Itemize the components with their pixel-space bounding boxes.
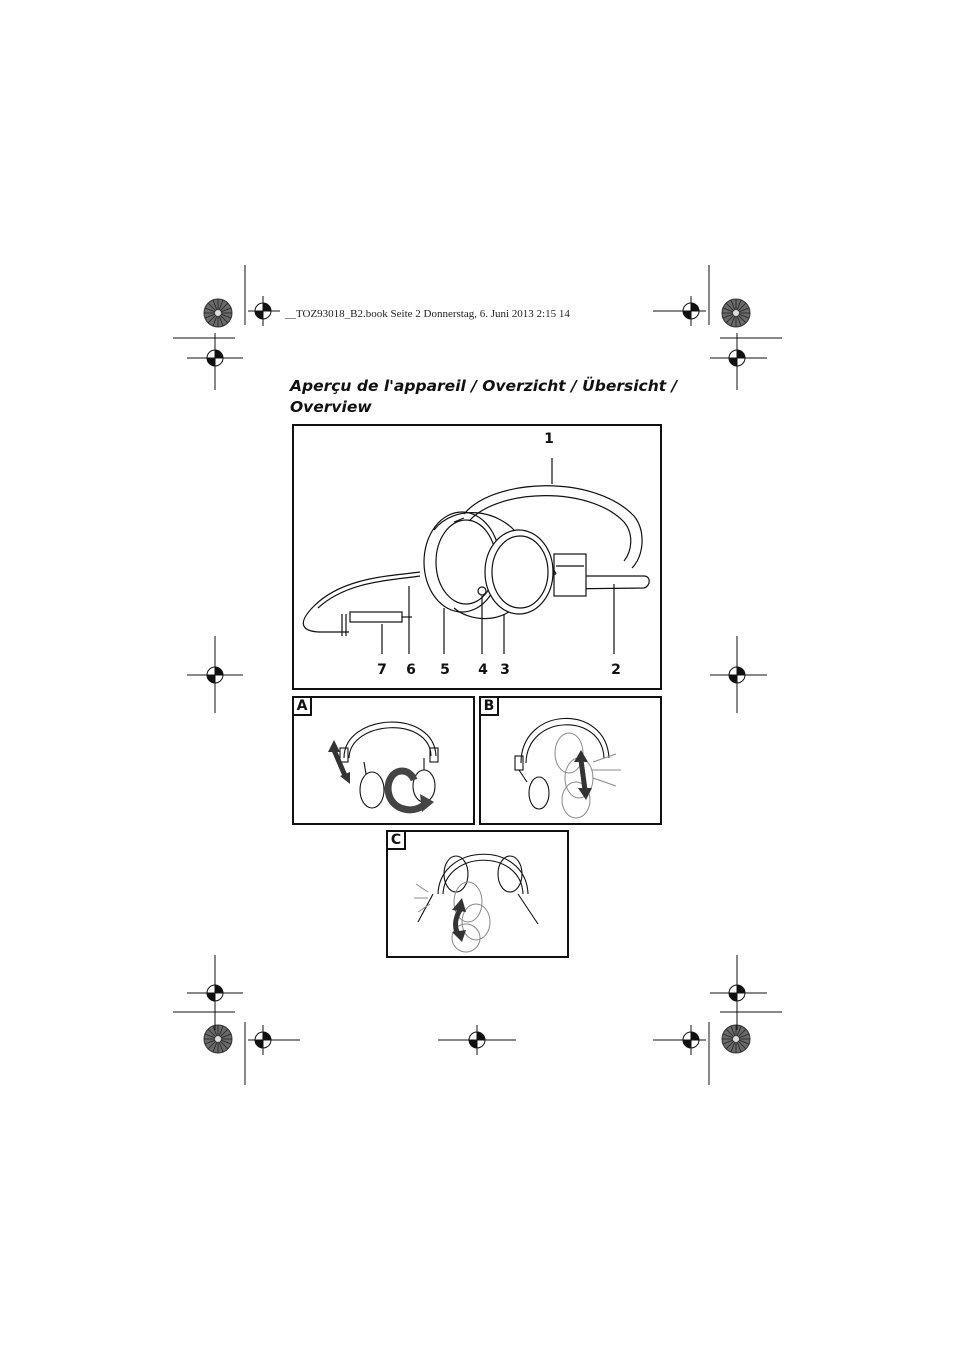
title-line-1: Aperçu de l'appareil / Overzicht / Übersicht / — [290, 377, 678, 395]
rotate-arrow-icon — [388, 771, 434, 812]
spoked-registration-disc-icon — [722, 299, 750, 327]
panel-c-drawing — [388, 832, 567, 956]
headphones-overview-drawing — [294, 426, 660, 688]
callout-5: 5 — [440, 662, 450, 678]
callout-7: 7 — [377, 662, 387, 678]
double-arrow-icon — [574, 750, 592, 800]
overview-figure — [292, 424, 662, 690]
spoked-registration-disc-icon — [722, 1025, 750, 1053]
panel-a-drawing — [294, 698, 473, 823]
panel-b-label: B — [479, 696, 499, 716]
panel-a — [292, 696, 475, 825]
callout-1: 1 — [544, 431, 554, 447]
title-line-2: Overview — [290, 398, 372, 416]
panel-a-label: A — [292, 696, 312, 716]
print-info-line: __TOZ93018_B2.book Seite 2 Donnerstag, 6. Juni 2013 2:15 14 — [285, 308, 570, 320]
panel-c — [386, 830, 569, 958]
page-title — [290, 376, 680, 418]
spoked-registration-disc-icon — [204, 1025, 232, 1053]
panel-c-label: C — [386, 830, 406, 850]
panel-b — [479, 696, 662, 825]
callout-6: 6 — [406, 662, 416, 678]
callout-4: 4 — [478, 662, 488, 678]
callout-3: 3 — [500, 662, 510, 678]
spoked-registration-disc-icon — [204, 299, 232, 327]
panel-b-drawing — [481, 698, 660, 823]
callout-2: 2 — [611, 662, 621, 678]
